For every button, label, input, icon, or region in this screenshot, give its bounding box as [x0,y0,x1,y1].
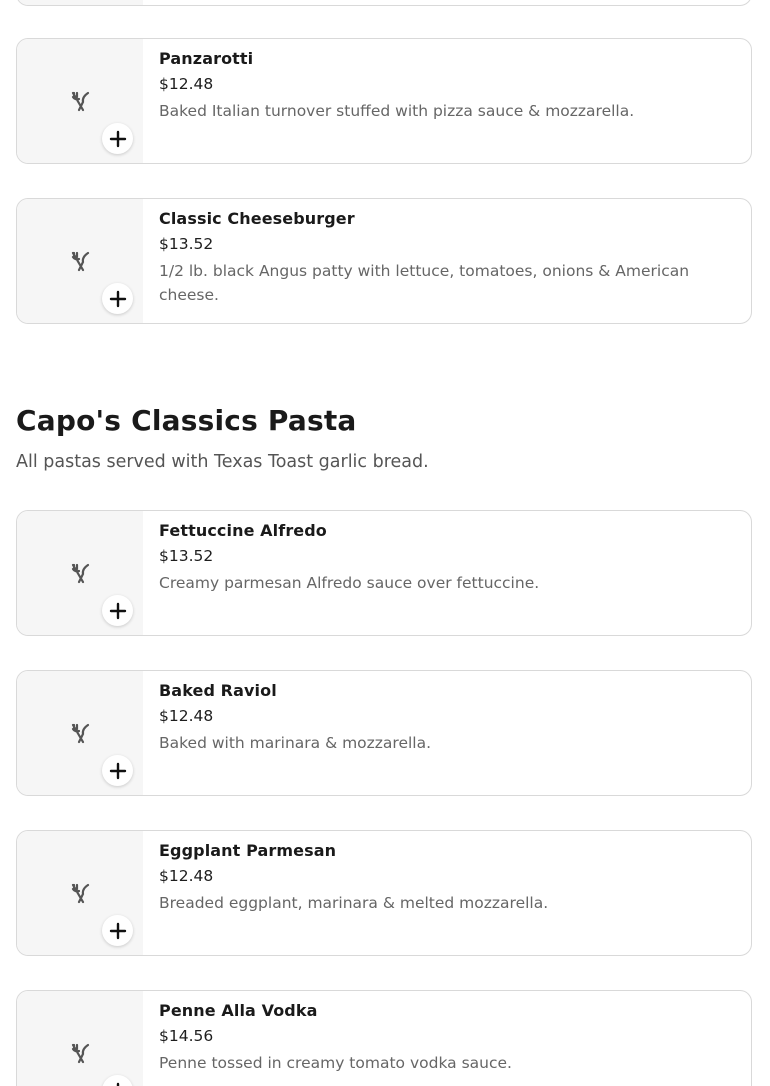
plus-icon [108,1081,128,1086]
item-description: Breaded eggplant, marinara & melted mozzarella. [159,894,549,912]
add-item-button[interactable] [102,595,133,626]
item-name: Fettuccine Alfredo [159,521,327,540]
item-name: Baked Raviol [159,681,277,700]
item-description: 1/2 lb. black Angus patty with lettuce, tomatoes, onions & American cheese. [159,262,690,304]
item-name: Classic Cheeseburger [159,209,355,228]
utensils-icon [69,1042,93,1066]
item-thumbnail [17,39,143,163]
item-description: Penne tossed in creamy tomato vodka sauce. [159,1054,512,1072]
item-thumbnail [17,671,143,795]
item-name: Penne Alla Vodka [159,1001,318,1020]
utensils-icon [69,562,93,586]
plus-icon [108,761,128,781]
item-thumbnail [17,511,143,635]
section-title: Capo's Classics Pasta [16,404,357,437]
section-subtitle: All pastas served with Texas Toast garlic bread. [16,452,429,472]
plus-icon [108,601,128,621]
item-price: $12.48 [159,75,214,93]
add-item-button[interactable] [102,915,133,946]
menu-item-card[interactable] [16,830,752,956]
utensils-icon [69,90,93,114]
menu-item-card[interactable] [16,670,752,796]
item-description: Baked Italian turnover stuffed with pizza sauce & mozzarella. [159,102,635,120]
item-description: Baked with marinara & mozzarella. [159,734,432,752]
add-item-button[interactable] [102,755,133,786]
menu-item-card-partial[interactable] [16,0,752,6]
item-description: Creamy parmesan Alfredo sauce over fettuccine. [159,574,540,592]
item-price: $14.56 [159,1027,214,1045]
item-price: $13.52 [159,235,214,253]
add-item-button[interactable] [102,1075,133,1086]
item-thumbnail [17,831,143,955]
item-thumbnail [17,991,143,1086]
menu-item-card[interactable] [16,198,752,324]
plus-icon [108,289,128,309]
add-item-button[interactable] [102,123,133,154]
add-item-button[interactable] [102,283,133,314]
plus-icon [108,921,128,941]
item-price: $12.48 [159,867,214,885]
plus-icon [108,129,128,149]
item-thumbnail [17,199,143,323]
utensils-icon [69,882,93,906]
menu-item-card[interactable] [16,38,752,164]
item-name: Eggplant Parmesan [159,841,337,860]
menu-item-card[interactable] [16,510,752,636]
item-thumbnail [17,0,143,5]
menu-item-card[interactable] [16,990,752,1086]
utensils-icon [69,722,93,746]
item-price: $13.52 [159,547,214,565]
utensils-icon [69,250,93,274]
item-price: $12.48 [159,707,214,725]
item-name: Panzarotti [159,49,254,68]
